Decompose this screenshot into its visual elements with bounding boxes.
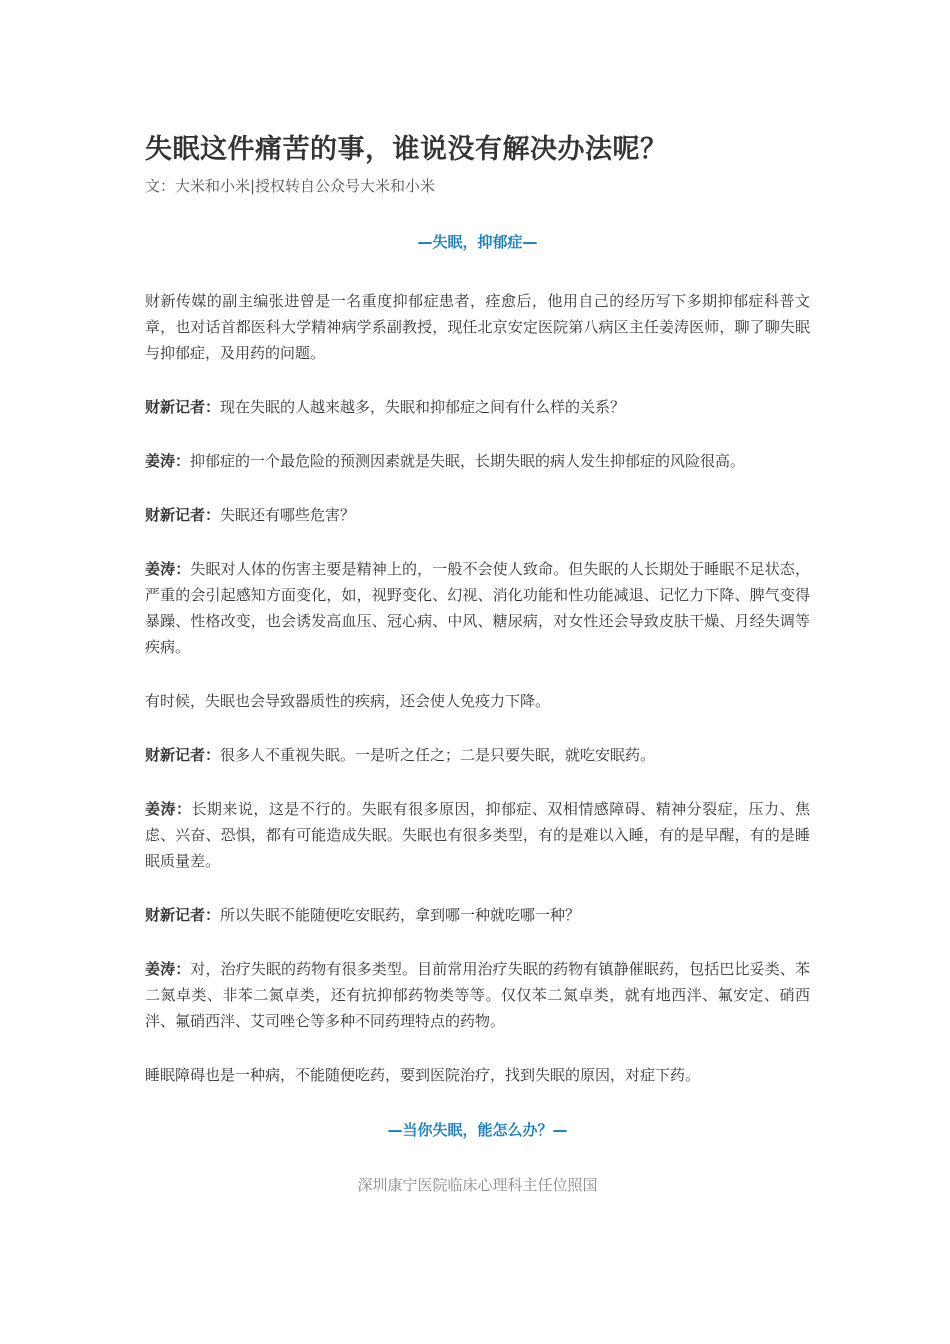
speaker-label: 姜涛：: [145, 960, 191, 978]
speaker-label: 财新记者：: [145, 746, 221, 764]
qa-paragraph: [145, 688, 810, 714]
speaker-label: 姜涛：: [145, 800, 192, 818]
qa-paragraph: [145, 556, 810, 660]
speaker-label: 姜涛：: [145, 452, 191, 470]
qa-paragraph: [145, 1062, 810, 1088]
speaker-label: 财新记者：: [145, 906, 221, 924]
speaker-label: 财新记者：: [145, 506, 221, 524]
qa-paragraph: [145, 448, 810, 474]
qa-paragraph: [145, 742, 810, 768]
section-heading-what-to-do: —当你失眠，能怎么办？—: [387, 1121, 568, 1139]
qa-text: 所以失眠不能随便吃安眠药，拿到哪一种就吃哪一种？: [220, 906, 581, 924]
qa-text: 失眠还有哪些危害？: [220, 506, 356, 524]
qa-paragraph: [145, 502, 810, 528]
section-heading-insomnia-depression: —失眠，抑郁症—: [417, 233, 538, 251]
qa-text: 长期来说，这是不行的。失眠有很多原因，抑郁症、双相情感障碍、精神分裂症，压力、焦虑、兴奋、恐惧，都有可能造成失眠。失眠也有很多类型，有的是难以入睡，有的是早醒，有的是睡眠质量差。: [145, 800, 810, 870]
qa-text: 很多人不重视失眠。一是听之任之；二是只要失眠，就吃安眠药。: [220, 746, 656, 764]
qa-text: 有时候，失眠也会导致器质性的疾病，还会使人免疫力下降。: [145, 692, 551, 710]
qa-paragraph: [145, 394, 810, 420]
qa-text: 现在失眠的人越来越多，失眠和抑郁症之间有什么样的关系？: [220, 398, 626, 416]
qa-paragraph: [145, 956, 810, 1034]
speaker-label: 姜涛：: [145, 560, 191, 578]
speaker-label: 财新记者：: [145, 398, 221, 416]
article: [145, 130, 810, 1198]
image-caption: 深圳康宁医院临床心理科主任位照国: [357, 1176, 598, 1194]
intro-paragraph: 财新传媒的副主编张进曾是一名重度抑郁症患者，痊愈后，他用自己的经历写下多期抑郁症科普文章，也对话首都医科大学精神病学系副教授，现任北京安定医院第八病区主任姜涛医师，聊了聊失眠与抑郁症，及用药的问题。: [145, 292, 810, 362]
qa-text: 睡眠障碍也是一种病，不能随便吃药，要到医院治疗，找到失眠的原因，对症下药。: [145, 1066, 701, 1084]
article-byline: 文：大米和小米|授权转自公众号大米和小米: [145, 177, 436, 195]
qa-text: 失眠对人体的伤害主要是精神上的，一般不会使人致命。但失眠的人长期处于睡眠不足状态，严重的会引起感知方面变化，如，视野变化、幻视、消化功能和性功能减退、记忆力下降、脾气变得暴躁、性格改变，也会诱发高血压、冠心病、中风、糖尿病，对女性还会导致皮肤干燥、月经失调等疾病。: [145, 560, 810, 656]
qa-paragraph: [145, 796, 810, 874]
qa-text: 抑郁症的一个最危险的预测因素就是失眠，长期失眠的病人发生抑郁症的风险很高。: [190, 452, 746, 470]
article-title: 失眠这件痛苦的事，谁说没有解决办法呢？: [145, 134, 668, 165]
qa-paragraph: [145, 902, 810, 928]
qa-text: 对，治疗失眠的药物有很多类型。目前常用治疗失眠的药物有镇静催眠药，包括巴比妥类、苯二氮卓类、非苯二氮卓类，还有抗抑郁药物类等等。仅仅苯二氮卓类，就有地西泮、氟安定、硝西泮、氟硝西泮、艾司唑仑等多种不同药理特点的药物。: [145, 960, 810, 1030]
